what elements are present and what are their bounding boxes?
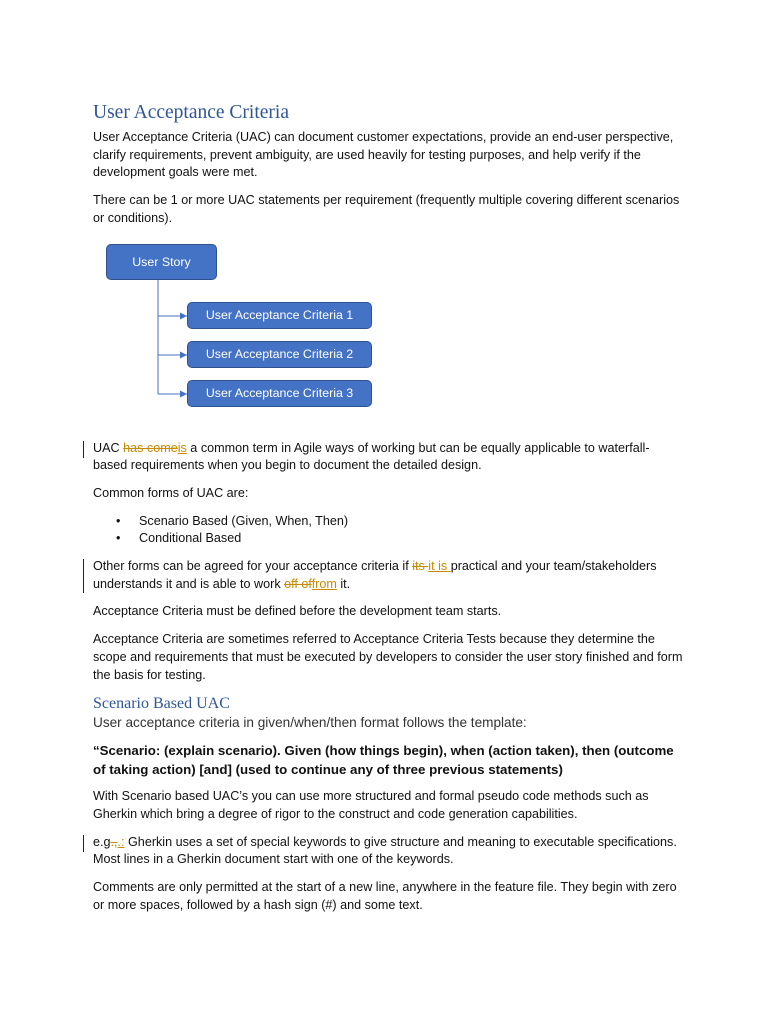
tracked-deletion: ., [110, 834, 118, 849]
tracked-deletion: has come [123, 440, 178, 455]
tracked-paragraph-common-term: UAC has comeis a common term in Agile ways of working but can be equally applicable to waterfall-based requirements when you begin to document the detailed design. [93, 440, 683, 475]
diagram-node-uac-2: User Acceptance Criteria 2 [187, 341, 372, 368]
page-title: User Acceptance Criteria [93, 102, 289, 123]
tracked-deletion: its [412, 559, 429, 574]
forms-list [93, 513, 683, 548]
forms-heading: Common forms of UAC are: [93, 485, 249, 500]
change-bar [83, 559, 84, 593]
intro-paragraph-2: There can be 1 or more UAC statements per requirement (frequently multiple covering different scenarios or conditions). [93, 193, 680, 225]
paragraph-defined: Acceptance Criteria must be defined before the development team starts. [93, 604, 502, 619]
tracked-insertion: is [177, 440, 187, 455]
paragraph-comments: Comments are only permitted at the start of a new line, anywhere in the feature file. They begin with zero or more spaces, followed by a hash sign (#) and some text. [93, 880, 677, 912]
diagram-node-uac-1: User Acceptance Criteria 1 [187, 302, 372, 329]
paragraph-gherkin: With Scenario based UAC’s you can use more structured and formal pseudo code methods such as Gherkin which bring a degree of rigor to the construct and code generation capabilities. [93, 789, 649, 821]
diagram-node-uac-3: User Acceptance Criteria 3 [187, 380, 372, 407]
list-item: • Scenario Based (Given, When, Then) [93, 513, 683, 531]
paragraph-tests: Acceptance Criteria are sometimes referred to Acceptance Criteria Tests because they determine the scope and requirements that must be executed by developers to consider the user story finished and form the basis for testing. [93, 632, 683, 682]
diagram-node-user-story: User Story [106, 244, 217, 280]
scenario-intro: User acceptance criteria in given/when/then format follows the template: [93, 715, 527, 731]
section-heading-scenario: Scenario Based UAC [93, 695, 230, 713]
tracked-paragraph-eg: e.g.,.: Gherkin uses a set of special keywords to give structure and meaning to executable specifications. Most lines in a Gherkin document start with one of the keywords. [93, 834, 683, 869]
change-bar [83, 835, 84, 852]
scenario-template: “Scenario: (explain scenario). Given (how things begin), when (action taken), then (outcome of taking action) [and] (used to continue any of three previous statements) [93, 743, 674, 778]
tracked-insertion: from [311, 576, 337, 591]
tracked-paragraph-other-forms: Other forms can be agreed for your acceptance criteria if its it is practical and your team/stakeholders understands it and is able to work off offrom it. [93, 558, 683, 593]
user-story-diagram [106, 244, 406, 414]
tracked-deletion: off of [284, 576, 312, 591]
change-bar [83, 441, 84, 458]
tracked-insertion: .: [117, 834, 125, 849]
list-item: • Conditional Based [93, 530, 683, 548]
document-body [93, 100, 683, 924]
tracked-insertion: it is [428, 559, 451, 574]
intro-paragraph-1: User Acceptance Criteria (UAC) can document customer expectations, provide an end-user perspective, clarify requirements, prevent ambiguity, are used heavily for testing purposes, and help verify if the development goals were met. [93, 130, 674, 180]
